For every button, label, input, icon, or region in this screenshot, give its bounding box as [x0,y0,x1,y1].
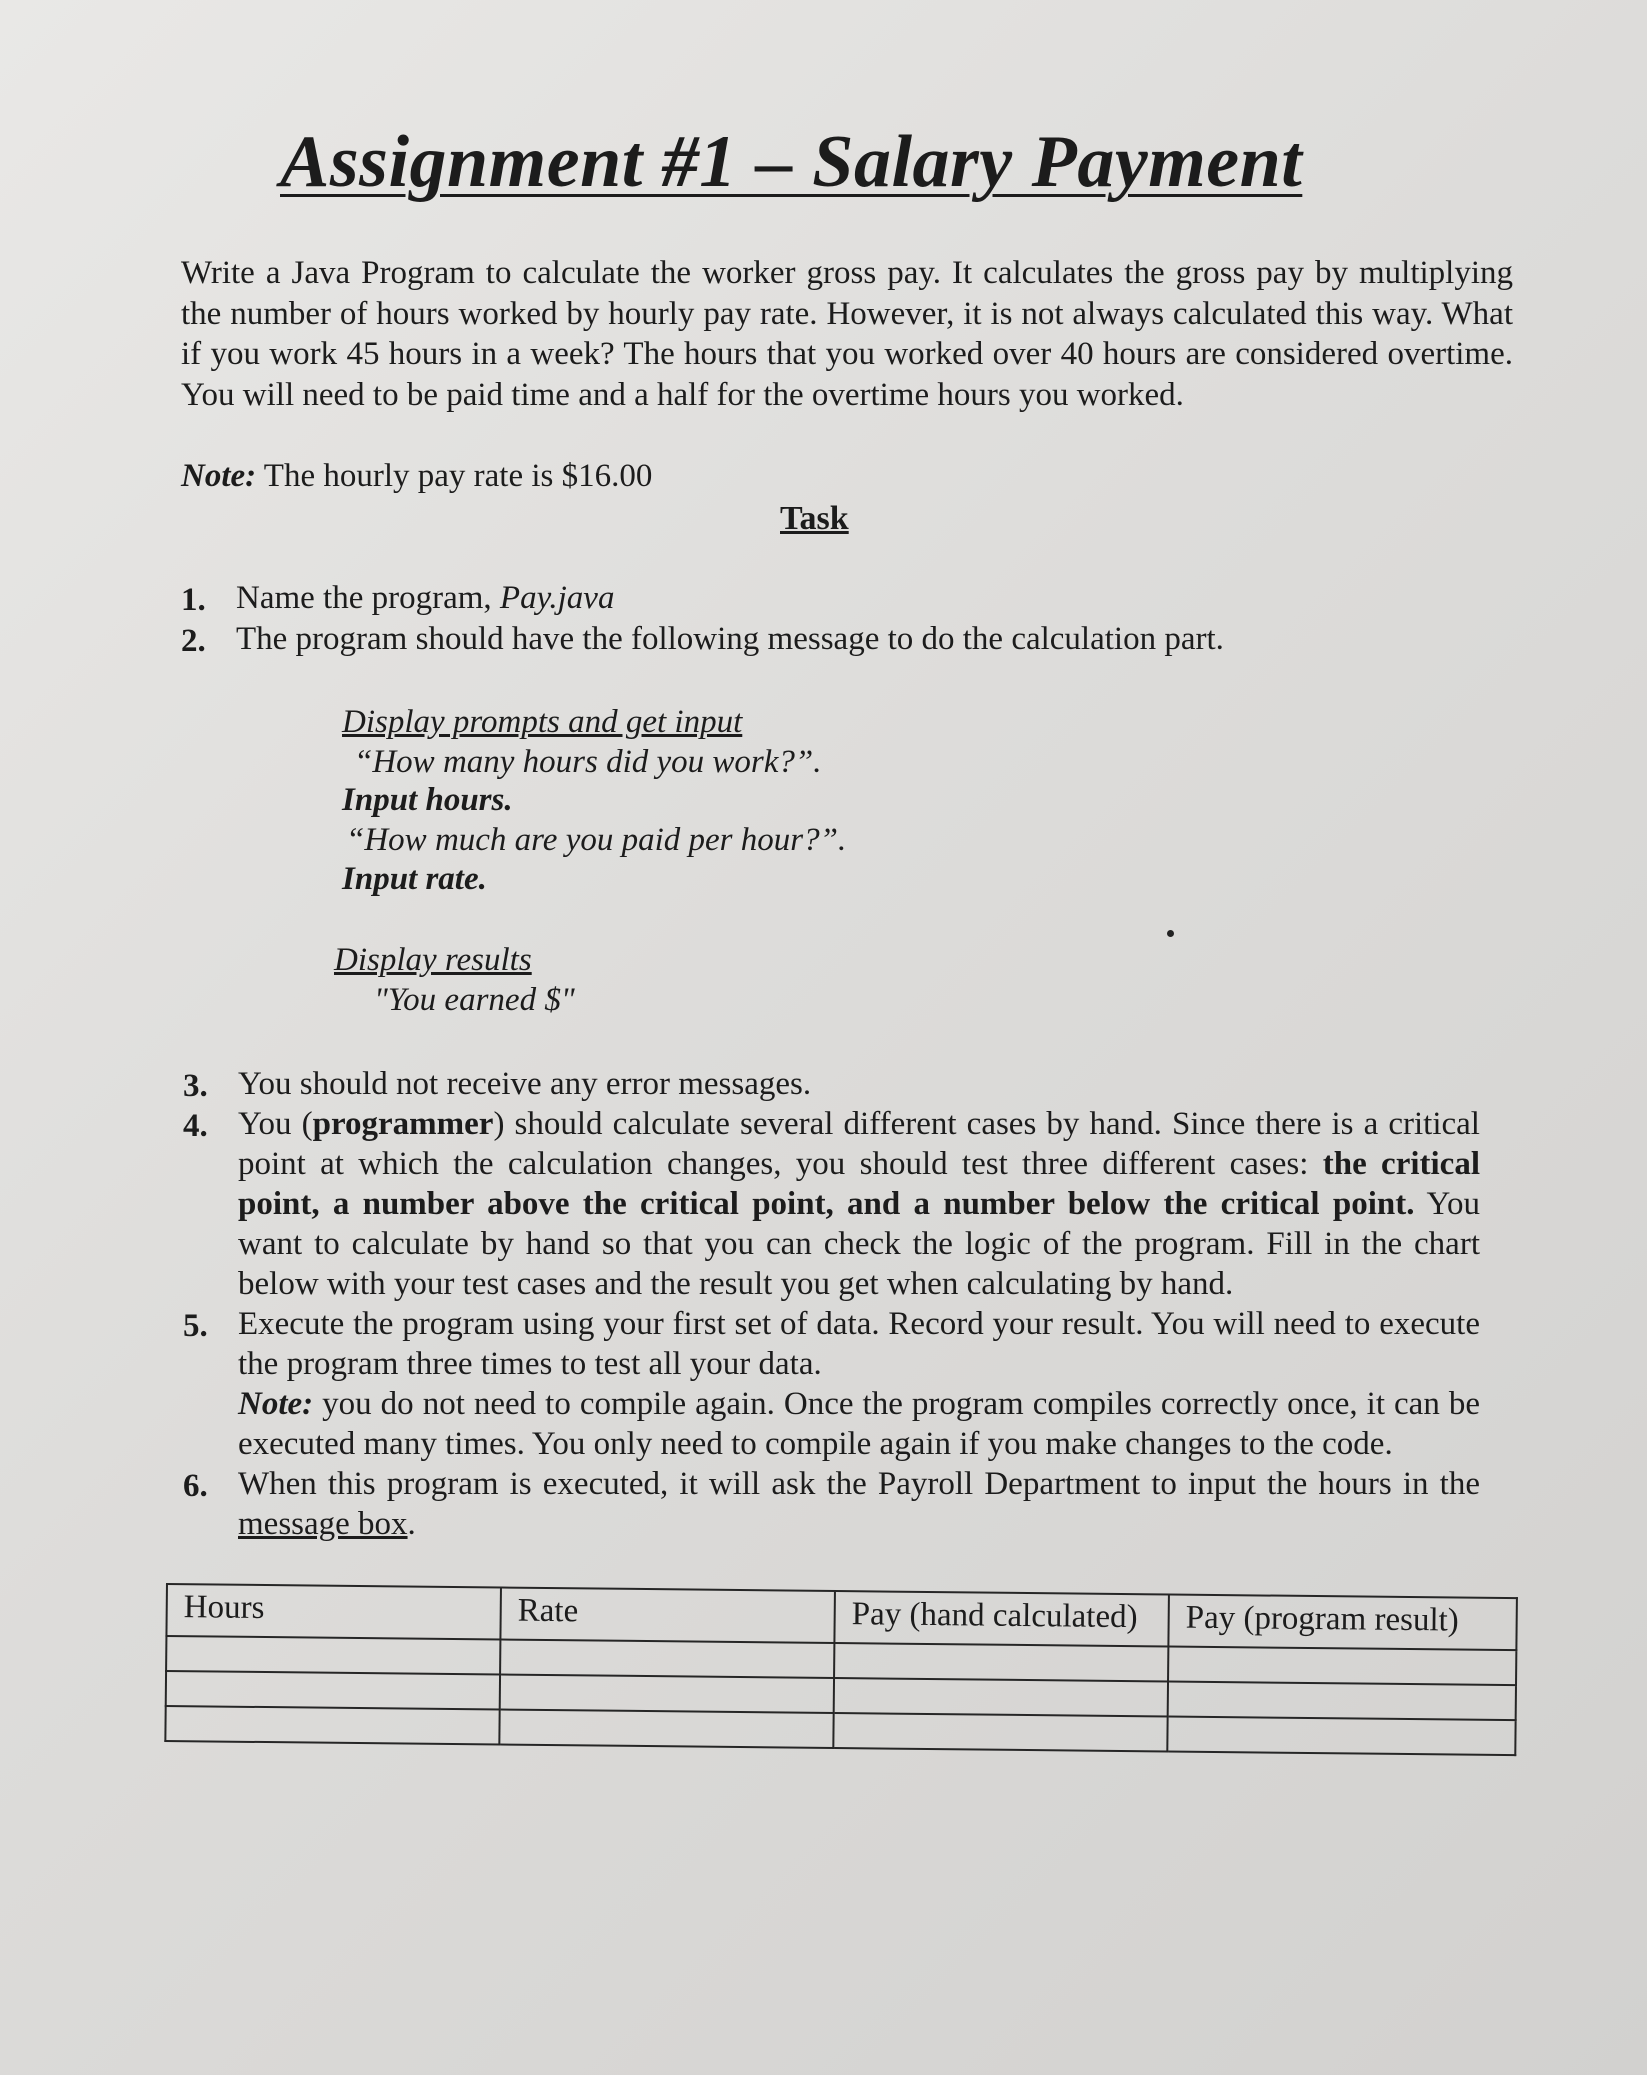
item-text: When this program is executed, it will ask the Payroll Department to input the hours in the [238,1466,1480,1502]
table-cell[interactable] [500,1675,834,1713]
bold-text: programmer [312,1106,494,1142]
item-number: 5. [183,1308,208,1344]
bold-text: the critical point, a number above the critical point, and a number below the critical point. [238,1146,1480,1222]
item-text: Execute the program using your first set of data. Record your result. You will need to execute the program three times to test all your data. [238,1306,1480,1382]
stray-mark [1167,930,1174,937]
test-case-table [164,1583,1518,1756]
pay-rate-note [181,458,652,495]
table-cell[interactable] [166,1671,500,1709]
table-cell[interactable] [166,1636,500,1674]
list-item-1 [236,578,614,618]
column-header-pay-program: Pay (program result) [1168,1595,1517,1651]
table-cell[interactable] [165,1706,499,1744]
table-cell[interactable] [833,1713,1167,1751]
list-item-2: The program should have the following message to do the calculation part. [236,621,1224,657]
list-item-6 [238,1464,1480,1544]
input-hours: Input hours. [342,782,513,818]
program-filename: Pay.java [499,580,615,616]
table-cell[interactable] [834,1678,1168,1716]
item-number: 6. [183,1468,208,1504]
note-label: Note: [238,1386,314,1422]
column-header-pay-hand: Pay (hand calculated) [834,1591,1169,1646]
prompt-hours: “How many hours did you work?”. [354,744,822,780]
table-cell[interactable] [1168,1647,1516,1686]
message-box-term: message box [238,1506,408,1542]
intro-paragraph: Write a Java Program to calculate the worker gross pay. It calculates the gross pay by multiplying the number of hours worked by hourly pay rate. However, it is not always calculated this way. What if you work 45 hours in a week? The hours that you worked over 40 hours are considered overtime. You will need to be paid time and a half for the overtime hours you worked. [181,255,1513,413]
list-item-4 [238,1104,1480,1304]
page-title: Assignment #1 – Salary Payment [280,121,1303,203]
item-number: 1. [181,582,206,618]
item-text: . [407,1506,416,1542]
task-heading: Task [780,500,849,537]
column-header-hours: Hours [166,1584,501,1639]
prompts-heading: Display prompts and get input [342,704,743,740]
result-message: "You earned $" [374,982,575,1018]
note-label: Note: [181,458,257,494]
list-item-5 [238,1304,1480,1464]
item-number: 3. [183,1068,208,1104]
note-text: you do not need to compile again. Once the program compiles correctly once, it can be executed many times. You only need to compile again if you make changes to the code. [238,1386,1480,1462]
table-cell[interactable] [500,1640,834,1678]
item-text: Name the program, [236,580,492,616]
table-cell[interactable] [1168,1681,1516,1720]
note-text: The hourly pay rate is $16.00 [263,458,653,494]
item-number: 4. [183,1108,208,1144]
list-item-3: You should not receive any error messages. [238,1066,812,1102]
item-text: You ( [238,1106,313,1142]
item-number: 2. [181,623,206,659]
column-header-rate: Rate [500,1588,835,1643]
results-heading: Display results [334,942,532,978]
table-cell[interactable] [499,1710,833,1748]
item-text: You want to calculate by hand so that you can check the logic of the program. Fill in the chart below with your test cases and the result you get when calculating by hand. [238,1186,1480,1302]
table-cell[interactable] [1167,1716,1515,1755]
input-rate: Input rate. [342,861,487,897]
item-text: ) should calculate several different cases by hand. Since there is a critical point at which the calculation changes, you should test three different cases: [238,1106,1480,1182]
prompt-rate: “How much are you paid per hour?”. [346,822,847,858]
table-cell[interactable] [834,1643,1168,1681]
